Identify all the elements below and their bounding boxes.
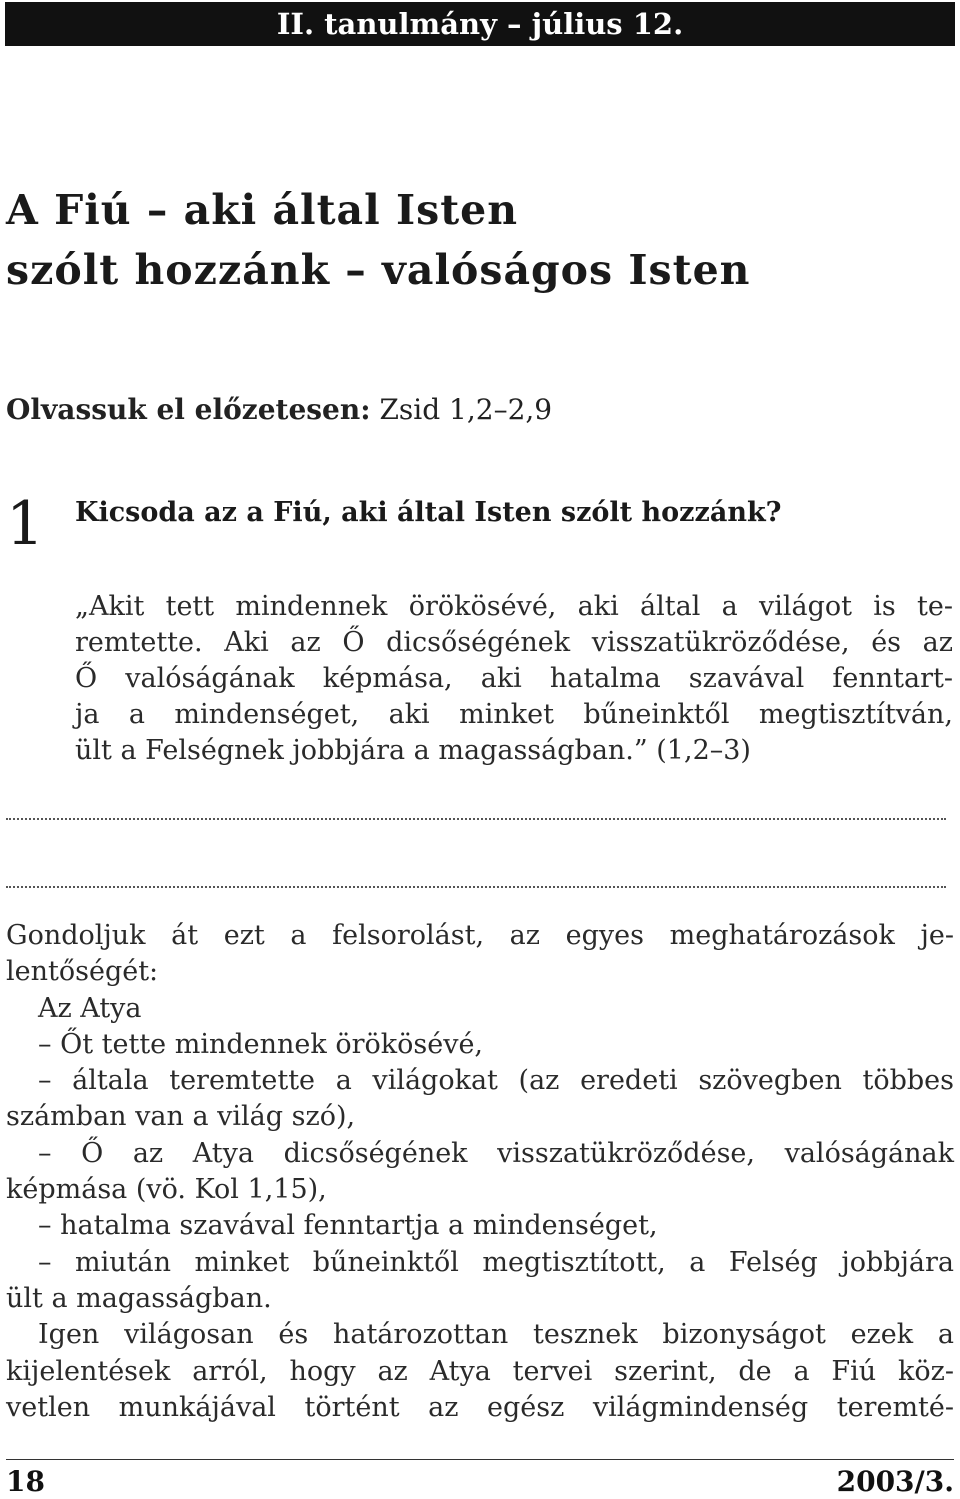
footer-rule (6, 1459, 954, 1460)
quote-line: ja a mindenséget, aki minket bűneinktől megtisztítván, (75, 699, 953, 730)
answer-line[interactable] (6, 886, 946, 888)
list-item: – általa teremtette a világokat (az eredeti szövegben többes (38, 1065, 954, 1097)
lesson-header-bar: II. tanulmány – július 12. (5, 2, 955, 46)
question-text: Kicsoda az a Fiú, aki által Isten szólt hozzánk? (75, 497, 782, 528)
body-text (6, 918, 954, 1426)
preliminary-reading-label: Olvassuk el előzetesen: (6, 393, 371, 426)
answer-line[interactable] (6, 818, 946, 820)
quote-line: ült a Felségnek jobbjára a magasságban.” (1,2–3) (75, 735, 751, 766)
list-item: – Őt tette mindennek örökösévé, (38, 1028, 484, 1060)
preliminary-reading (6, 390, 552, 430)
body-line: számban van a világ szó), (6, 1101, 356, 1133)
list-item: – miután minket bűneinktől megtisztított, a Felség jobbjára (38, 1246, 954, 1278)
body-line: Gondoljuk át ezt a felsorolást, az egyes meghatározások je- (6, 920, 954, 951)
quote-line: remtette. Aki az Ő dicsőségének visszatükröződése, és az (75, 627, 953, 658)
body-line: ült a magasságban. (6, 1282, 272, 1314)
quote-line: „Akit tett mindennek örökösévé, aki által a világot is te- (75, 591, 953, 622)
scripture-quote (75, 589, 953, 769)
page-number: 18 (6, 1465, 45, 1498)
list-item: – hatalma szavával fenntartja a mindenséget, (38, 1210, 658, 1242)
lesson-title-line-2: szólt hozzánk – valóságos Isten (6, 246, 751, 294)
body-line: Az Atya (38, 992, 142, 1024)
body-line: vetlen munkájával történt az egész világmindenség teremté- (6, 1391, 954, 1423)
body-line: képmása (vö. Kol 1,15), (6, 1174, 327, 1206)
body-line: Igen világosan és határozottan tesznek bizonyságot ezek a (38, 1319, 954, 1351)
body-line: kijelentések arról, hogy az Atya tervei szerint, de a Fiú köz- (6, 1355, 954, 1387)
body-line: lentőségét: (6, 956, 159, 988)
preliminary-reading-reference: Zsid 1,2–2,9 (379, 393, 553, 426)
issue-number: 2003/3. (836, 1465, 954, 1498)
lesson-title (6, 180, 750, 300)
lesson-title-line-1: A Fiú – aki által Isten (6, 186, 519, 234)
list-item: – Ő az Atya dicsőségének visszatükröződése, valóságának (38, 1137, 954, 1169)
question-number: 1 (6, 489, 45, 559)
quote-line: Ő valóságának képmása, aki hatalma szavával fenntart- (75, 663, 953, 694)
